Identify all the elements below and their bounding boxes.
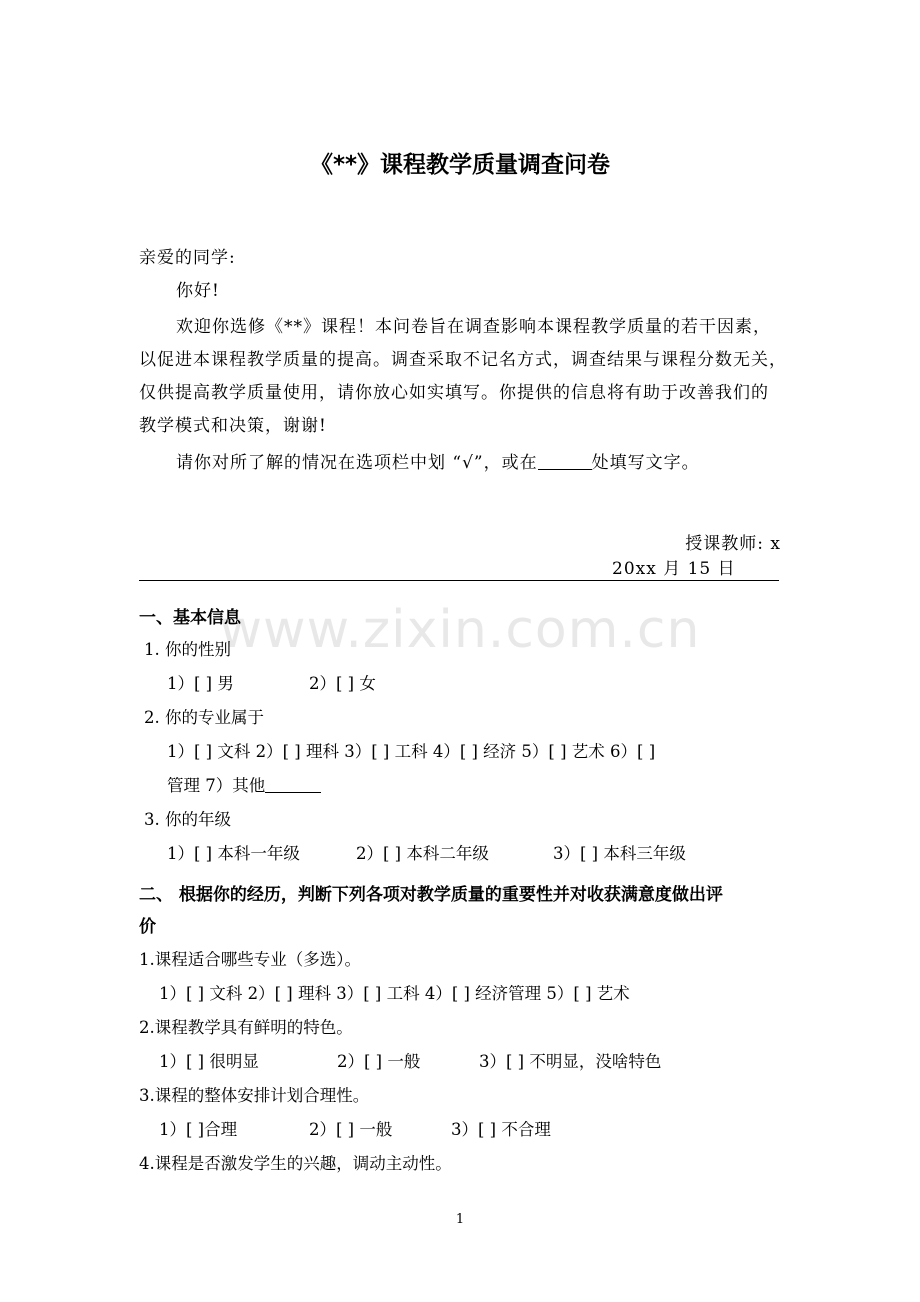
s1-q3-label: 3. 你的年级 [144,810,231,829]
s2-q3-option-3[interactable]: 3）[ ] 不合理 [451,1120,551,1139]
watermark: www.zixin.com.cn [219,600,701,660]
fill-blank [538,451,592,470]
s2-q3-option-2[interactable]: 2）[ ] 一般 [309,1120,393,1139]
document-title: 《**》课程教学质量调查问卷 [309,152,611,178]
section-2-heading-line-1: 二、 根据你的经历，判断下列各项对教学质量的重要性并对收获满意度做出评 [139,885,723,905]
page-number: 1 [455,1212,465,1227]
s1-q3-option-3[interactable]: 3）[ ] 本科三年级 [553,844,686,863]
intro-line-3: 仅供提高教学质量使用，请你放心如实填写。你提供的信息将有助于改善我们的 [139,383,769,403]
section-1-heading: 一、基本信息 [139,608,241,628]
s2-q4-label: 4.课程是否激发学生的兴趣，调动主动性。 [139,1154,452,1173]
s2-q3-label: 3.课程的整体安排计划合理性。 [139,1086,370,1105]
intro-line-4: 教学模式和决策，谢谢! [139,416,327,436]
intro-line-2: 以促进本课程教学质量的提高。调查采取不记名方式，调查结果与课程分数无关， [139,350,787,370]
s1-q3-option-2[interactable]: 2）[ ] 本科二年级 [356,844,489,863]
s1-q2-options-line-1[interactable]: 1）[ ] 文科 2）[ ] 理科 3）[ ] 工科 4）[ ] 经济 5）[ ] 艺术 6）[ ] [167,742,656,761]
greeting: 亲爱的同学: [139,248,236,268]
s2-q3-option-1[interactable]: 1）[ ]合理 [159,1120,238,1139]
hello-text: 你好! [176,281,220,301]
s2-q1-label: 1.课程适合哪些专业（多选）。 [139,950,361,969]
intro-line-1: 欢迎你选修《**》课程！本问卷旨在调查影响本课程教学质量的若干因素， [176,317,771,337]
s2-q2-label: 2.课程教学具有鲜明的特色。 [139,1018,353,1037]
s2-q2-option-1[interactable]: 1）[ ] 很明显 [159,1052,259,1071]
s1-q1-option-female[interactable]: 2）[ ] 女 [309,674,376,693]
s1-q2-other-blank[interactable] [265,775,321,793]
date-line: 20xx 月 15 日 [612,559,736,579]
divider [139,580,779,581]
s1-q3-option-1[interactable]: 1）[ ] 本科一年级 [167,844,300,863]
s1-q2-other-label: 管理 7）其他 [167,776,266,795]
section-2-heading-line-2: 价 [139,917,156,937]
s1-q2-options-line-2[interactable] [167,772,321,796]
s2-q1-options[interactable]: 1）[ ] 文科 2）[ ] 理科 3）[ ] 工科 4）[ ] 经济管理 5）[ ] 艺术 [159,984,630,1003]
s2-q2-option-3[interactable]: 3）[ ] 不明显，没啥特色 [479,1052,662,1071]
s1-q1-option-male[interactable]: 1）[ ] 男 [167,674,234,693]
instruction-after: 处填写文字。 [591,453,700,473]
s1-q1-label: 1. 你的性别 [144,640,231,659]
instruction [176,448,700,473]
instruction-before: 请你对所了解的情况在选项栏中划 “√”，或在 [176,453,538,473]
teacher-line: 授课教师: x [685,534,781,554]
s2-q2-option-2[interactable]: 2）[ ] 一般 [337,1052,421,1071]
s1-q2-label: 2. 你的专业属于 [144,708,264,727]
